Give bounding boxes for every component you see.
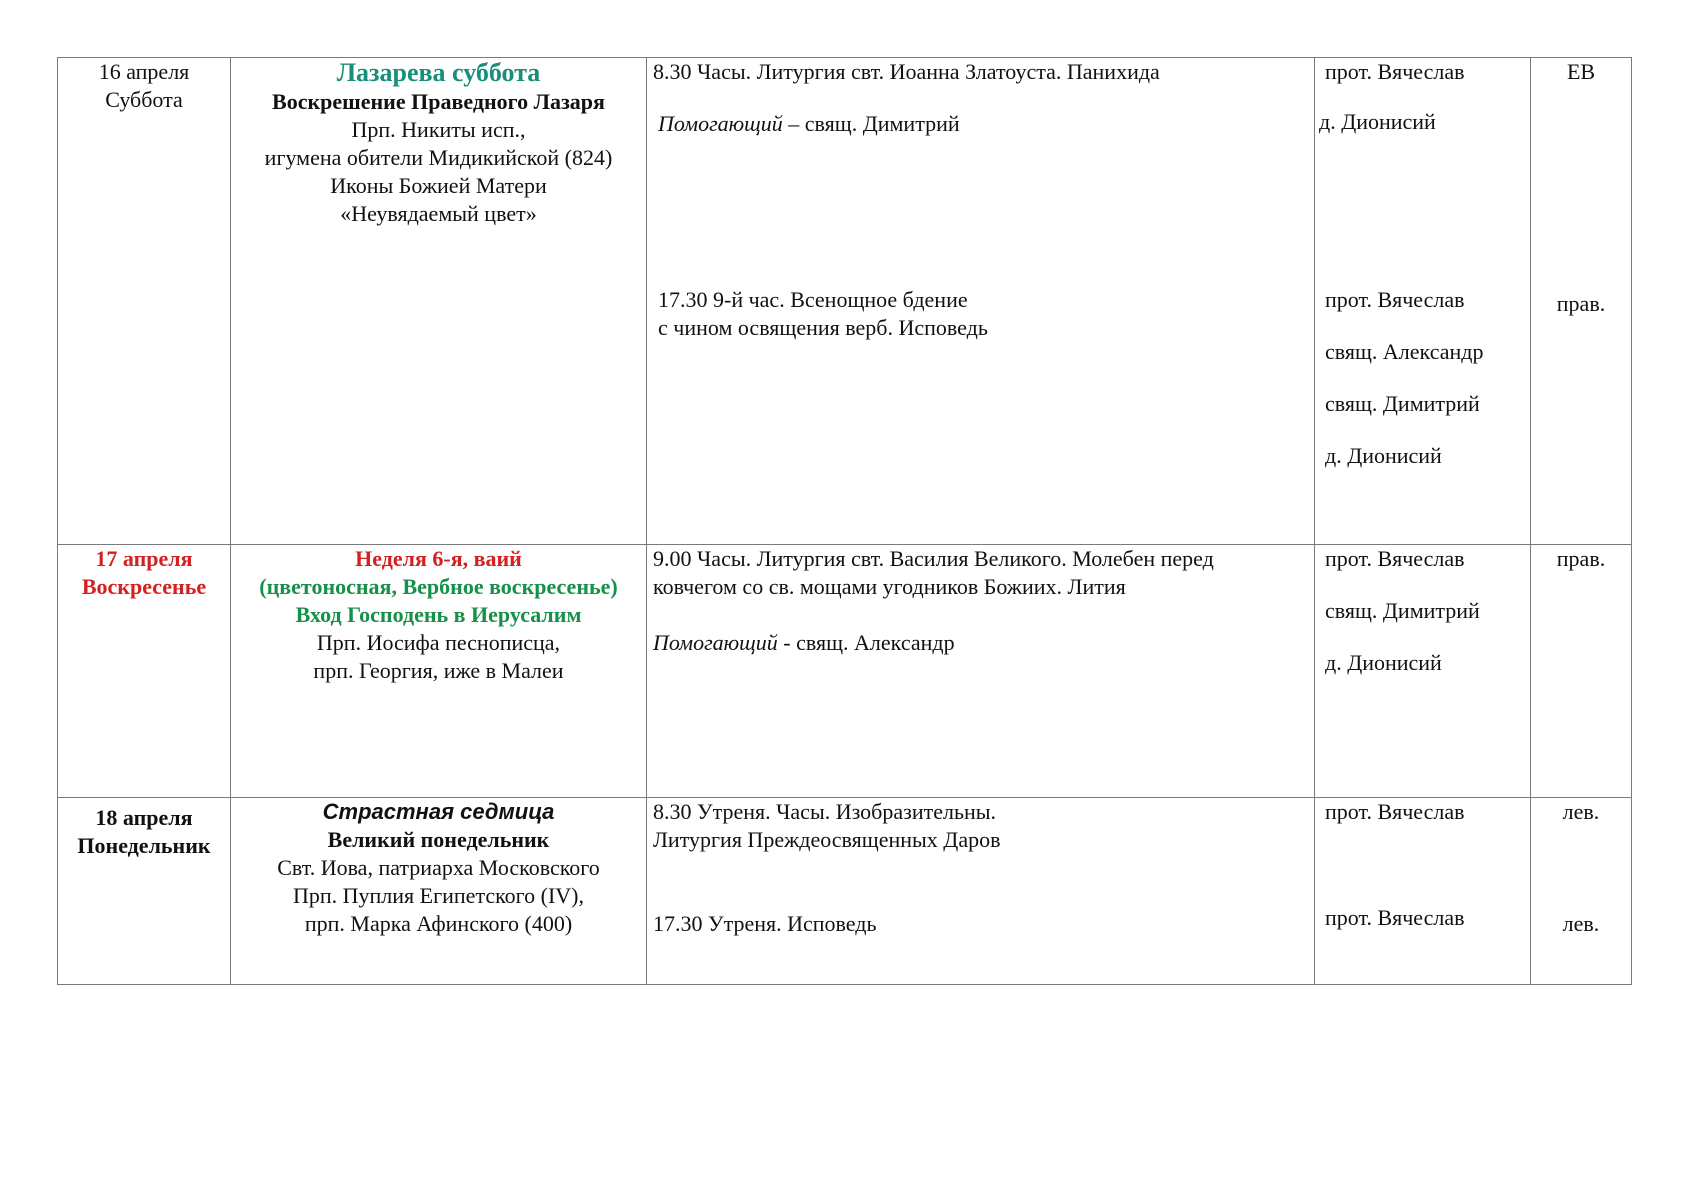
helper-name: – свящ. Димитрий bbox=[782, 111, 960, 136]
feast-line: «Неувядаемый цвет» bbox=[340, 201, 537, 226]
table-row bbox=[58, 798, 1632, 985]
side-cell bbox=[1531, 545, 1632, 798]
table-row bbox=[58, 58, 1632, 545]
date-cell bbox=[58, 545, 231, 798]
weekday: Суббота bbox=[105, 87, 183, 112]
side-label: ЕВ bbox=[1566, 59, 1596, 84]
side-cell bbox=[1531, 798, 1632, 985]
clergy-cell bbox=[1315, 58, 1531, 545]
feast-line: Прп. Пуплия Египетского (IV), bbox=[292, 883, 585, 908]
date: 16 апреля bbox=[98, 59, 190, 84]
weekday: Понедельник bbox=[77, 833, 211, 858]
feast-line: прп. Марка Афинского (400) bbox=[304, 911, 573, 936]
clergy-name: прот. Вячеслав bbox=[1325, 59, 1465, 84]
clergy-cell bbox=[1315, 798, 1531, 985]
service-line: 8.30 Часы. Литургия свт. Иоанна Златоуста. Панихида bbox=[653, 59, 1160, 84]
feast-line: Прп. Никиты исп., bbox=[351, 117, 526, 142]
helper-name: - свящ. Александр bbox=[777, 630, 955, 655]
date-cell bbox=[58, 58, 231, 545]
feast-title: Неделя 6-я, ваий bbox=[355, 546, 522, 571]
clergy-name: д. Дионисий bbox=[1325, 650, 1442, 675]
service-line: 17.30 Утреня. Исповедь bbox=[653, 911, 877, 936]
feast-title: Страстная седмица bbox=[322, 799, 555, 824]
service-line: 8.30 Утреня. Часы. Изобразительны. bbox=[653, 799, 997, 824]
date-cell bbox=[58, 798, 231, 985]
service-line: Литургия Преждеосвященных Даров bbox=[653, 827, 1001, 852]
feast-subtitle: Воскрешение Праведного Лазаря bbox=[272, 89, 605, 114]
services-cell bbox=[647, 798, 1315, 985]
services-cell bbox=[647, 545, 1315, 798]
clergy-name: свящ. Димитрий bbox=[1325, 391, 1480, 416]
clergy-name: д. Дионисий bbox=[1325, 443, 1442, 468]
clergy-name: прот. Вячеслав bbox=[1325, 799, 1465, 824]
side-label: прав. bbox=[1556, 291, 1606, 316]
side-label: лев. bbox=[1562, 911, 1600, 936]
weekday: Воскресенье bbox=[81, 574, 207, 599]
schedule-table bbox=[57, 57, 1632, 985]
feast-line: прп. Георгия, иже в Малеи bbox=[313, 658, 564, 683]
service-line: ковчегом со св. мощами угодников Божиих. Лития bbox=[653, 574, 1126, 599]
feast-subtitle: (цветоносная, Вербное воскресенье) bbox=[259, 574, 618, 599]
side-label: прав. bbox=[1556, 546, 1606, 571]
date: 17 апреля bbox=[95, 546, 193, 571]
service-line bbox=[658, 110, 960, 138]
feast-cell bbox=[231, 58, 647, 545]
feast-line: Свт. Иова, патриарха Московского bbox=[277, 855, 600, 880]
service-line: с чином освящения верб. Исповедь bbox=[658, 315, 988, 340]
table-row bbox=[58, 545, 1632, 798]
services-cell bbox=[647, 58, 1315, 545]
clergy-name: д. Дионисий bbox=[1319, 109, 1436, 134]
clergy-name: свящ. Димитрий bbox=[1325, 598, 1480, 623]
feast-subtitle: Вход Господень в Иерусалим bbox=[295, 602, 582, 627]
date: 18 апреля bbox=[95, 805, 193, 830]
feast-line: Прп. Иосифа песнописца, bbox=[316, 630, 561, 655]
feast-line: Иконы Божией Матери bbox=[330, 173, 547, 198]
helper-label: Помогающий bbox=[658, 111, 783, 136]
feast-subtitle: Великий понедельник bbox=[327, 827, 550, 852]
clergy-name: прот. Вячеслав bbox=[1325, 905, 1465, 930]
feast-cell bbox=[231, 545, 647, 798]
helper-label: Помогающий bbox=[653, 630, 778, 655]
feast-line: игумена обители Мидикийской (824) bbox=[264, 145, 613, 170]
service-line: 9.00 Часы. Литургия свт. Василия Великого. Молебен перед bbox=[653, 546, 1214, 571]
clergy-name: прот. Вячеслав bbox=[1325, 287, 1465, 312]
side-cell bbox=[1531, 58, 1632, 545]
service-line bbox=[653, 629, 955, 657]
clergy-name: прот. Вячеслав bbox=[1325, 546, 1465, 571]
clergy-cell bbox=[1315, 545, 1531, 798]
clergy-name: свящ. Александр bbox=[1325, 339, 1484, 364]
service-line: 17.30 9-й час. Всенощное бдение bbox=[658, 287, 968, 312]
side-label: лев. bbox=[1562, 799, 1600, 824]
feast-title: Лазарева суббота bbox=[336, 58, 541, 87]
feast-cell bbox=[231, 798, 647, 985]
